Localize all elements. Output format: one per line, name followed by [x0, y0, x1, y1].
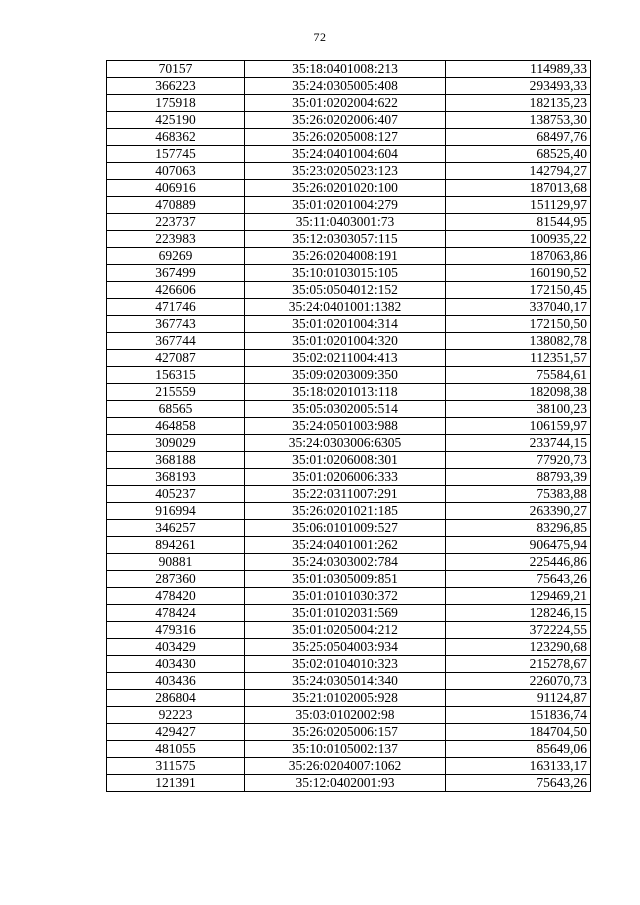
cadastral-number-cell: 35:23:0205023:123	[245, 163, 446, 180]
value-cell: 151836,74	[446, 707, 591, 724]
table-row	[107, 520, 591, 537]
value-cell: 184704,50	[446, 724, 591, 741]
value-cell: 106159,97	[446, 418, 591, 435]
value-cell: 77920,73	[446, 452, 591, 469]
value-cell: 68525,40	[446, 146, 591, 163]
table-row	[107, 163, 591, 180]
object-id-cell: 287360	[107, 571, 245, 588]
cadastral-number-cell: 35:24:0303002:784	[245, 554, 446, 571]
table-row	[107, 248, 591, 265]
object-id-cell: 90881	[107, 554, 245, 571]
value-cell: 38100,23	[446, 401, 591, 418]
table-row	[107, 690, 591, 707]
object-id-cell: 405237	[107, 486, 245, 503]
cadastral-number-cell: 35:01:0201004:314	[245, 316, 446, 333]
table-row	[107, 741, 591, 758]
object-id-cell: 407063	[107, 163, 245, 180]
object-id-cell: 175918	[107, 95, 245, 112]
object-id-cell: 223737	[107, 214, 245, 231]
table-row	[107, 95, 591, 112]
object-id-cell: 70157	[107, 61, 245, 78]
object-id-cell: 481055	[107, 741, 245, 758]
table-row	[107, 282, 591, 299]
value-cell: 138082,78	[446, 333, 591, 350]
object-id-cell: 471746	[107, 299, 245, 316]
object-id-cell: 121391	[107, 775, 245, 792]
cadastral-number-cell: 35:02:0211004:413	[245, 350, 446, 367]
cadastral-number-cell: 35:26:0204008:191	[245, 248, 446, 265]
value-cell: 163133,17	[446, 758, 591, 775]
cadastral-number-cell: 35:05:0504012:152	[245, 282, 446, 299]
object-id-cell: 478424	[107, 605, 245, 622]
table-row	[107, 401, 591, 418]
value-cell: 233744,15	[446, 435, 591, 452]
table-row	[107, 214, 591, 231]
value-cell: 100935,22	[446, 231, 591, 248]
table-row	[107, 350, 591, 367]
object-id-cell: 427087	[107, 350, 245, 367]
value-cell: 160190,52	[446, 265, 591, 282]
cadastral-number-cell: 35:25:0504003:934	[245, 639, 446, 656]
value-cell: 142794,27	[446, 163, 591, 180]
cadastral-number-cell: 35:24:0305014:340	[245, 673, 446, 690]
table-row	[107, 78, 591, 95]
table-row	[107, 265, 591, 282]
cadastral-number-cell: 35:26:0202006:407	[245, 112, 446, 129]
object-id-cell: 286804	[107, 690, 245, 707]
table-row	[107, 316, 591, 333]
object-id-cell: 367499	[107, 265, 245, 282]
object-id-cell: 403436	[107, 673, 245, 690]
object-id-cell: 368193	[107, 469, 245, 486]
cadastral-number-cell: 35:01:0205004:212	[245, 622, 446, 639]
value-cell: 88793,39	[446, 469, 591, 486]
value-cell: 187063,86	[446, 248, 591, 265]
value-cell: 75383,88	[446, 486, 591, 503]
value-cell: 129469,21	[446, 588, 591, 605]
table-row	[107, 452, 591, 469]
table-row	[107, 622, 591, 639]
table-row	[107, 775, 591, 792]
object-id-cell: 69269	[107, 248, 245, 265]
value-cell: 68497,76	[446, 129, 591, 146]
cadastral-number-cell: 35:24:0305005:408	[245, 78, 446, 95]
table-row	[107, 486, 591, 503]
value-cell: 85649,06	[446, 741, 591, 758]
object-id-cell: 309029	[107, 435, 245, 452]
value-cell: 187013,68	[446, 180, 591, 197]
object-id-cell: 403430	[107, 656, 245, 673]
table-row	[107, 758, 591, 775]
object-id-cell: 470889	[107, 197, 245, 214]
value-cell: 182135,23	[446, 95, 591, 112]
table-row	[107, 299, 591, 316]
object-id-cell: 156315	[107, 367, 245, 384]
value-cell: 75643,26	[446, 571, 591, 588]
cadastral-number-cell: 35:18:0201013:118	[245, 384, 446, 401]
cadastral-number-cell: 35:24:0501003:988	[245, 418, 446, 435]
object-id-cell: 311575	[107, 758, 245, 775]
value-cell: 114989,33	[446, 61, 591, 78]
table-body	[107, 61, 591, 792]
value-cell: 112351,57	[446, 350, 591, 367]
cadastral-number-cell: 35:01:0102031:569	[245, 605, 446, 622]
value-cell: 172150,45	[446, 282, 591, 299]
table-row	[107, 537, 591, 554]
cadastral-number-cell: 35:01:0101030:372	[245, 588, 446, 605]
value-cell: 128246,15	[446, 605, 591, 622]
object-id-cell: 478420	[107, 588, 245, 605]
table-row	[107, 333, 591, 350]
cadastral-number-cell: 35:02:0104010:323	[245, 656, 446, 673]
object-id-cell: 157745	[107, 146, 245, 163]
cadastral-number-cell: 35:24:0401001:262	[245, 537, 446, 554]
table-row	[107, 503, 591, 520]
object-id-cell: 468362	[107, 129, 245, 146]
cadastral-number-cell: 35:26:0201021:185	[245, 503, 446, 520]
value-cell: 372224,55	[446, 622, 591, 639]
table-row	[107, 588, 591, 605]
table-row	[107, 231, 591, 248]
object-id-cell: 367743	[107, 316, 245, 333]
cadastral-number-cell: 35:11:0403001:73	[245, 214, 446, 231]
cadastral-number-cell: 35:01:0202004:622	[245, 95, 446, 112]
object-id-cell: 464858	[107, 418, 245, 435]
cadastral-number-cell: 35:01:0201004:279	[245, 197, 446, 214]
value-cell: 182098,38	[446, 384, 591, 401]
cadastral-number-cell: 35:26:0201020:100	[245, 180, 446, 197]
object-id-cell: 366223	[107, 78, 245, 95]
cadastral-number-cell: 35:10:0103015:105	[245, 265, 446, 282]
cadastral-number-cell: 35:01:0206008:301	[245, 452, 446, 469]
cadastral-number-cell: 35:09:0203009:350	[245, 367, 446, 384]
table-row	[107, 469, 591, 486]
value-cell: 81544,95	[446, 214, 591, 231]
object-id-cell: 346257	[107, 520, 245, 537]
object-id-cell: 426606	[107, 282, 245, 299]
value-cell: 151129,97	[446, 197, 591, 214]
value-cell: 293493,33	[446, 78, 591, 95]
value-cell: 225446,86	[446, 554, 591, 571]
table-row	[107, 61, 591, 78]
table-row	[107, 197, 591, 214]
value-cell: 337040,17	[446, 299, 591, 316]
cadastral-number-cell: 35:24:0401001:1382	[245, 299, 446, 316]
cadastral-number-cell: 35:01:0206006:333	[245, 469, 446, 486]
value-cell: 75584,61	[446, 367, 591, 384]
page-number: 72	[313, 30, 327, 44]
table-row	[107, 639, 591, 656]
table-row	[107, 605, 591, 622]
value-cell: 215278,67	[446, 656, 591, 673]
cadastral-number-cell: 35:03:0102002:98	[245, 707, 446, 724]
value-cell: 75643,26	[446, 775, 591, 792]
value-cell: 263390,27	[446, 503, 591, 520]
value-cell: 123290,68	[446, 639, 591, 656]
cadastral-number-cell: 35:26:0205008:127	[245, 129, 446, 146]
table-row	[107, 724, 591, 741]
cadastral-number-cell: 35:12:0303057:115	[245, 231, 446, 248]
value-cell: 91124,87	[446, 690, 591, 707]
object-id-cell: 479316	[107, 622, 245, 639]
object-id-cell: 92223	[107, 707, 245, 724]
object-id-cell: 215559	[107, 384, 245, 401]
cadastral-number-cell: 35:18:0401008:213	[245, 61, 446, 78]
cadastral-number-cell: 35:24:0303006:6305	[245, 435, 446, 452]
cadastral-number-cell: 35:26:0204007:1062	[245, 758, 446, 775]
cadastral-number-cell: 35:06:0101009:527	[245, 520, 446, 537]
cadastral-number-cell: 35:22:0311007:291	[245, 486, 446, 503]
table-row	[107, 571, 591, 588]
value-cell: 83296,85	[446, 520, 591, 537]
data-table	[106, 60, 591, 792]
table-row	[107, 707, 591, 724]
table-row	[107, 129, 591, 146]
cadastral-number-cell: 35:26:0205006:157	[245, 724, 446, 741]
cadastral-number-cell: 35:01:0201004:320	[245, 333, 446, 350]
cadastral-number-cell: 35:12:0402001:93	[245, 775, 446, 792]
value-cell: 906475,94	[446, 537, 591, 554]
cadastral-number-cell: 35:01:0305009:851	[245, 571, 446, 588]
table-row	[107, 180, 591, 197]
object-id-cell: 406916	[107, 180, 245, 197]
object-id-cell: 916994	[107, 503, 245, 520]
value-cell: 226070,73	[446, 673, 591, 690]
table-row	[107, 554, 591, 571]
cadastral-number-cell: 35:05:0302005:514	[245, 401, 446, 418]
object-id-cell: 367744	[107, 333, 245, 350]
table-row	[107, 673, 591, 690]
cadastral-number-cell: 35:21:0102005:928	[245, 690, 446, 707]
object-id-cell: 403429	[107, 639, 245, 656]
table-row	[107, 384, 591, 401]
table-row	[107, 367, 591, 384]
value-cell: 172150,50	[446, 316, 591, 333]
cadastral-number-cell: 35:10:0105002:137	[245, 741, 446, 758]
object-id-cell: 425190	[107, 112, 245, 129]
object-id-cell: 894261	[107, 537, 245, 554]
table-row	[107, 112, 591, 129]
cadastral-number-cell: 35:24:0401004:604	[245, 146, 446, 163]
value-cell: 138753,30	[446, 112, 591, 129]
object-id-cell: 368188	[107, 452, 245, 469]
table-row	[107, 418, 591, 435]
object-id-cell: 223983	[107, 231, 245, 248]
table-row	[107, 656, 591, 673]
object-id-cell: 68565	[107, 401, 245, 418]
table-row	[107, 146, 591, 163]
table-row	[107, 435, 591, 452]
object-id-cell: 429427	[107, 724, 245, 741]
